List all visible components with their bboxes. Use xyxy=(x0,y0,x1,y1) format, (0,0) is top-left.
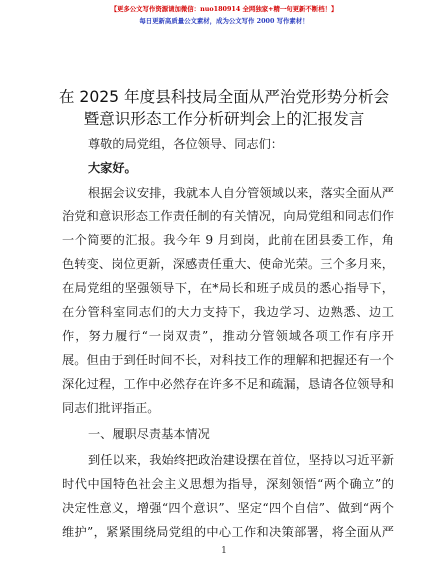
para2-line: 维护”，紧紧围绕局党组的中心工作和决策部署，将全面从严 xyxy=(62,525,394,539)
para2-line: 到任以来，我始终把政治建设摆在首位，坚持以习近平新 xyxy=(88,453,394,467)
salutation: 尊敬的局党组，各位领导、同志们： xyxy=(88,137,283,151)
promo-banner-line-2: 每日更新高质量公文素材，成为公文写作 2000 写作素材！ xyxy=(139,17,309,25)
greeting: 大家好。 xyxy=(88,161,137,175)
promo-banner-line-1: 【更多公文写作资源请加微信：nuo180914 全网独家+精一句更新不断档！】 xyxy=(110,5,338,13)
para1-line: 根据会议安排，我就本人自分管领域以来，落实全面从严 xyxy=(88,186,394,200)
document-title-line-2: 暨意识形态工作分析研判会上的汇报发言 xyxy=(83,110,365,128)
para1-line: 作，努力履行“一岗双责”，推动分管领域各项工作有序开 xyxy=(62,329,394,343)
para1-line: 治党和意识形态工作责任制的有关情况，向局党组和同志们作 xyxy=(62,209,394,223)
para1-line: 色转变、岗位更新，深感责任重大、使命光荣。三个多月来， xyxy=(62,257,394,271)
para2-line: 决定性意义，增强“四个意识”、坚定“四个自信”、做到“两个 xyxy=(62,501,394,515)
para2-line: 时代中国特色社会主义思想为指导，深刻领悟“两个确立”的 xyxy=(62,477,394,491)
section-heading: 一、履职尽责基本情况 xyxy=(88,427,210,441)
para1-line: 展。但由于到任时间不长，对科技工作的理解和把握还有一个 xyxy=(62,353,394,367)
para1-line: 同志们批评指正。 xyxy=(62,401,160,415)
para1-line: 在局党组的坚强领导下，在*局长和班子成员的悉心指导下， xyxy=(62,281,394,295)
para1-line: 一个简要的汇报。我今年 9 月到岗，此前在团县委工作，角 xyxy=(62,233,394,247)
document-title-line-1: 在 2025 年度县科技局全面从严治党形势分析会 xyxy=(58,88,390,106)
page-number: 1 xyxy=(221,546,227,556)
para1-line: 在分管科室同志们的大力支持下，我边学习、边熟悉、边工 xyxy=(62,305,394,319)
para1-line: 深化过程，工作中必然存在许多不足和疏漏，恳请各位领导和 xyxy=(62,377,394,391)
